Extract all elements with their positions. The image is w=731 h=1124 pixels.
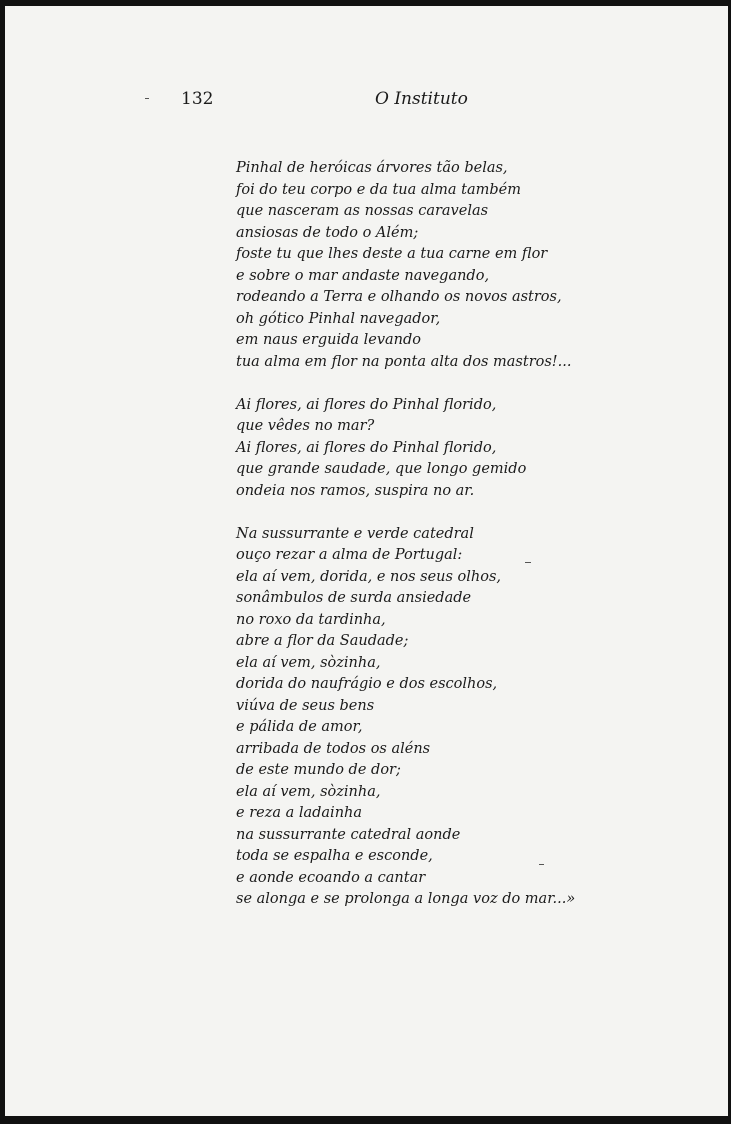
poem-line: ondeia nos ramos, suspira no ar. [236, 482, 475, 499]
poem-line: ela aí vem, dorida, e nos seus olhos, [236, 568, 502, 585]
poem-line: viúva de seus bens [236, 697, 375, 714]
poem [236, 158, 706, 911]
poem-line: que nasceram as nossas caravelas [236, 203, 489, 219]
page-number: 132 [181, 89, 214, 109]
poem-line: toda se espalha e esconde, [236, 848, 433, 864]
poem-line: e pálida de amor, [236, 719, 363, 735]
poem-line: e sobre o mar andaste navegando, [236, 267, 490, 284]
poem-line: Pinhal de heróicas árvores tão belas, [236, 160, 508, 176]
stanza-1 [236, 158, 706, 373]
poem-line: de este mundo de dor; [236, 762, 401, 778]
poem-line: sonâmbulos de surda ansiedade [236, 590, 472, 606]
poem-line: Ai flores, ai flores do Pinhal florido, [236, 396, 497, 413]
poem-line: no roxo da tardinha, [236, 611, 386, 628]
poem-line: ouço rezar a alma de Portugal: [236, 547, 463, 563]
poem-line: e reza a ladainha [236, 805, 363, 821]
poem-line: e aonde ecoando a cantar [236, 869, 426, 886]
poem-line: ela aí vem, sòzinha, [236, 654, 381, 671]
poem-line: foste tu que lhes deste a tua carne em flor [236, 246, 548, 262]
scan-speck [525, 562, 531, 563]
poem-line: que grande saudade, que longo gemido [236, 461, 527, 477]
scan-speck [539, 864, 544, 865]
stanza-2 [236, 395, 706, 503]
poem-line: abre a flor da Saudade; [236, 633, 409, 649]
poem-line: Na sussurrante e verde catedral [236, 525, 474, 542]
poem-line: Ai flores, ai flores do Pinhal florido, [236, 439, 497, 456]
poem-line: foi do teu corpo e da tua alma também [236, 181, 521, 198]
poem-line: ela aí vem, sòzinha, [236, 783, 381, 800]
poem-line: dorida do naufrágio e dos escolhos, [236, 676, 498, 692]
poem-line: em naus erguida levando [236, 332, 422, 348]
stanza-3 [236, 524, 706, 911]
poem-line: que vêdes no mar? [236, 418, 375, 434]
poem-line: rodeando a Terra e olhando os novos astros, [236, 289, 562, 305]
poem-line: tua alma em flor na ponta alta dos mastros!... [236, 353, 572, 370]
running-head: O Instituto [375, 89, 468, 109]
poem-line: se alonga e se prolonga a longa voz do mar...» [236, 891, 576, 907]
poem-line: oh gótico Pinhal navegador, [236, 310, 441, 327]
poem-line: ansiosas de todo o Além; [236, 224, 419, 241]
poem-line: na sussurrante catedral aonde [236, 826, 461, 843]
poem-line: arribada de todos os aléns [236, 740, 431, 757]
scan-speck [145, 98, 149, 99]
